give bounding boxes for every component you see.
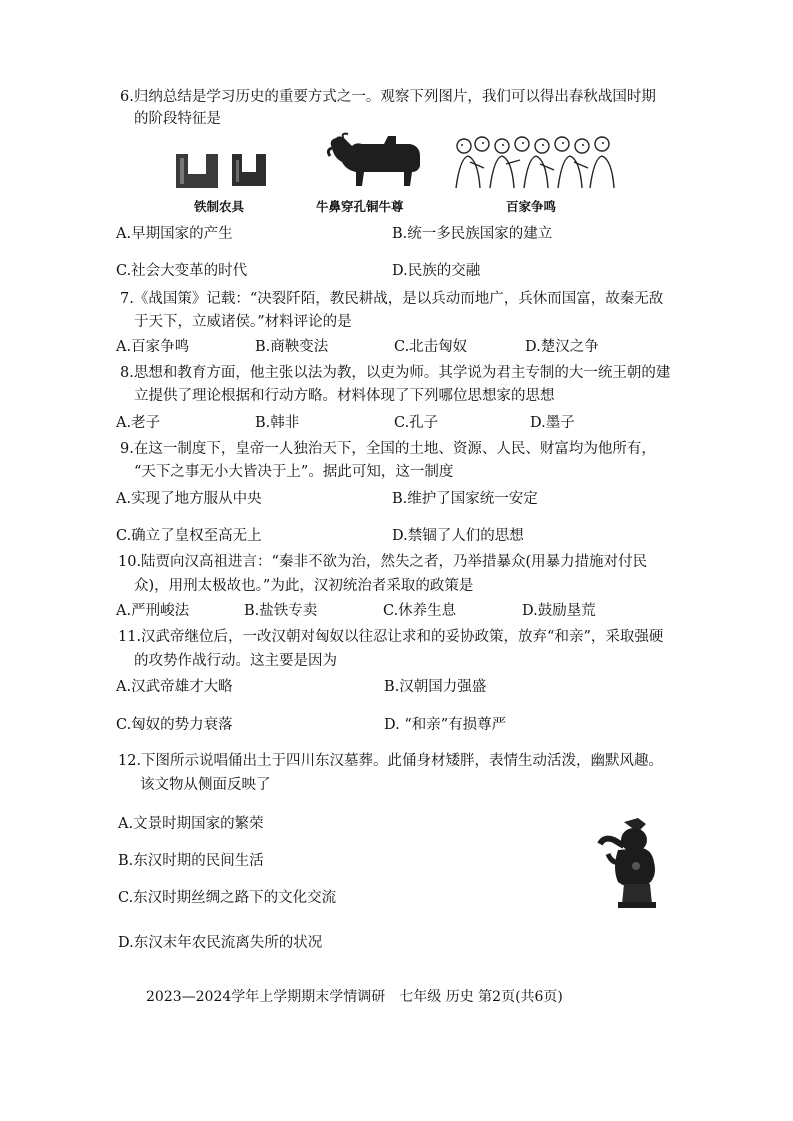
- storyteller-figurine-image: [594, 818, 674, 910]
- q11-option-a: A.汉武帝雄才大略: [116, 679, 233, 695]
- q6-option-b: B.统一多民族国家的建立: [392, 226, 553, 242]
- caption-bronze-ox: 牛鼻穿孔铜牛尊: [316, 199, 404, 214]
- q8-stem-line2: 立提供了理论根据和行动方略。材料体现了下列哪位思想家的思想: [134, 388, 555, 404]
- hundred-schools-image: [450, 132, 618, 192]
- q8-option-a: A.老子: [116, 415, 161, 431]
- q9-stem-line1: 9.在这一制度下，皇帝一人独治天下，全国的土地、资源、人民、财富均为他所有，: [120, 441, 656, 457]
- q6-stem-line2: 的阶段特征是: [134, 111, 221, 127]
- q8-option-b: B.韩非: [255, 415, 300, 431]
- q8-stem-line1: 8.思想和教育方面，他主张以法为教，以吏为师。其学说为君主专制的大一统王朝的建: [120, 365, 671, 381]
- q6-stem-line1: 6.归纳总结是学习历史的重要方式之一。观察下列图片，我们可以得出春秋战国时期: [120, 89, 656, 105]
- q8-option-c: C.孔子: [394, 415, 439, 431]
- q9-option-d: D.禁锢了人们的思想: [392, 528, 524, 544]
- bronze-ox-zun-image: [326, 132, 426, 190]
- q12-option-b: B.东汉时期的民间生活: [118, 853, 264, 869]
- q7-stem-line1: 7.《战国策》记载：“决裂阡陌，教民耕战，是以兵动而地广，兵休而国富，故秦无敌: [120, 291, 664, 307]
- q11-option-c: C.匈奴的势力衰落: [116, 717, 233, 733]
- q12-stem-line2: 该文物从侧面反映了: [140, 777, 271, 793]
- q12-option-a: A.文景时期国家的繁荣: [118, 816, 264, 832]
- q7-option-a: A.百家争鸣: [116, 339, 190, 355]
- q12-option-c: C.东汉时期丝绸之路下的文化交流: [118, 890, 337, 906]
- q6-option-a: A.早期国家的产生: [116, 226, 233, 242]
- iron-tools-image: [172, 150, 272, 192]
- q6-option-d: D.民族的交融: [392, 263, 481, 279]
- q10-option-c: C.休养生息: [383, 603, 457, 619]
- q12-stem-line1: 12.下图所示说唱俑出土于四川东汉墓葬。此俑身材矮胖，表情生动活泼，幽默风趣。: [118, 753, 664, 769]
- q7-option-b: B.商鞅变法: [255, 339, 329, 355]
- q7-option-c: C.北击匈奴: [394, 339, 468, 355]
- q7-option-d: D.楚汉之争: [525, 339, 599, 355]
- q10-option-b: B.盐铁专卖: [244, 603, 318, 619]
- q7-stem-line2: 于天下，立威诸侯。”材料评论的是: [134, 314, 352, 330]
- q10-stem-line2: 众)，用刑太极故也。”为此，汉初统治者采取的政策是: [134, 578, 474, 594]
- q9-option-c: C.确立了皇权至高无上: [116, 528, 262, 544]
- page-footer: 2023—2024学年上学期期末学情调研 七年级 历史 第2页(共6页): [146, 989, 563, 1005]
- q11-stem-line2: 的攻势作战行动。这主要是因为: [134, 653, 337, 669]
- q11-stem-line1: 11.汉武帝继位后，一改汉朝对匈奴以往忍让求和的妥协政策，放弃“和亲”，采取强硬: [118, 629, 664, 645]
- q11-option-d: D. “和亲”有损尊严: [384, 717, 507, 733]
- q10-option-d: D.鼓励垦荒: [522, 603, 596, 619]
- q9-option-a: A.实现了地方服从中央: [116, 491, 262, 507]
- q9-option-b: B.维护了国家统一安定: [392, 491, 538, 507]
- q12-option-d: D.东汉末年农民流离失所的状况: [118, 935, 323, 951]
- caption-iron-tools: 铁制农具: [194, 199, 245, 214]
- caption-hundred-schools: 百家争鸣: [506, 199, 557, 214]
- q11-option-b: B.汉朝国力强盛: [384, 679, 487, 695]
- q9-stem-line2: “天下之事无小大皆决于上”。据此可知，这一制度: [134, 464, 454, 480]
- q8-option-d: D.墨子: [530, 415, 575, 431]
- q10-option-a: A.严刑峻法: [116, 603, 190, 619]
- q10-stem-line1: 10.陆贾向汉高祖进言：“秦非不欲为治，然失之者，乃举措暴众(用暴力措施对付民: [118, 554, 648, 570]
- q6-option-c: C.社会大变革的时代: [116, 263, 248, 279]
